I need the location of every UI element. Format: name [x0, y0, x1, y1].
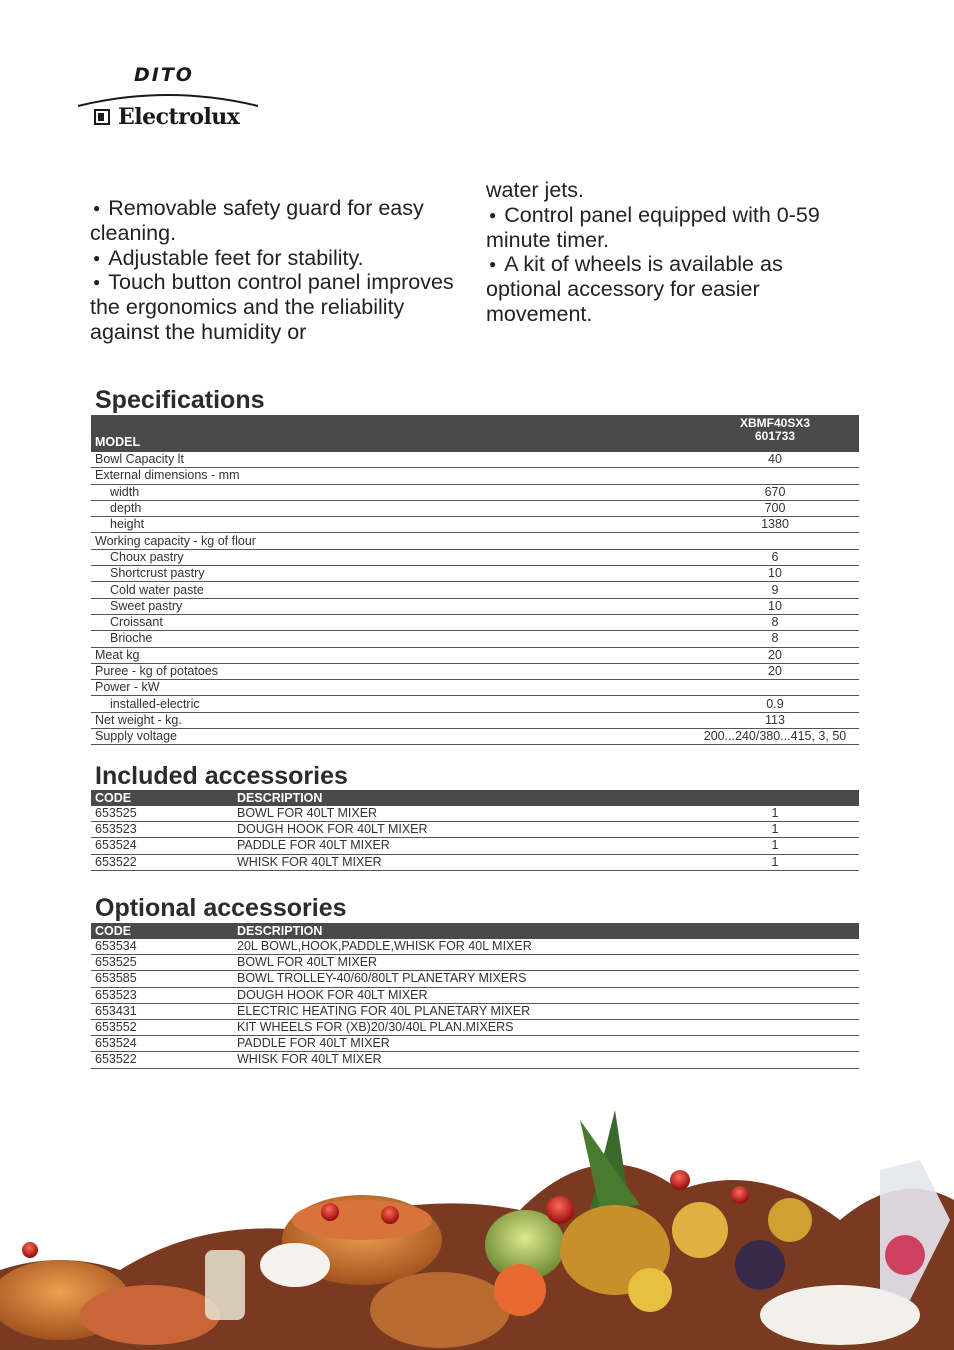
- feature-column-right: [486, 178, 856, 327]
- spec-row: [91, 631, 859, 647]
- feature-column-left: [90, 196, 460, 345]
- bullet-icon: ●: [93, 250, 101, 265]
- accessory-code: 653585: [91, 971, 233, 987]
- feature-item: [90, 196, 460, 246]
- spec-label: Choux pastry: [91, 549, 691, 565]
- feature-text: water jets.: [486, 178, 584, 202]
- accessory-description: PADDLE FOR 40LT MIXER: [233, 1036, 859, 1052]
- model-number: 601733: [754, 429, 796, 443]
- accessory-code: 653523: [91, 987, 233, 1003]
- spec-value: 10: [691, 598, 859, 614]
- spec-row: [91, 452, 859, 468]
- spec-label: width: [91, 484, 691, 500]
- bullet-icon: ●: [93, 201, 101, 215]
- brand-logo: [76, 64, 261, 134]
- spec-label: Net weight - kg.: [91, 712, 691, 728]
- accessory-code: 653522: [91, 1052, 233, 1068]
- included-header-row: [91, 790, 859, 806]
- feature-item: [486, 178, 856, 203]
- spec-value: 20: [691, 647, 859, 663]
- spec-value: 6: [691, 549, 859, 565]
- optional-accessories-table: [91, 923, 859, 1069]
- spec-label: Power - kW: [91, 680, 691, 696]
- accessory-code: 653524: [91, 838, 233, 854]
- spec-label: Supply voltage: [91, 729, 691, 745]
- spec-row: [91, 468, 859, 484]
- accessory-description: 20L BOWL,HOOK,PADDLE,WHISK FOR 40L MIXER: [233, 939, 859, 955]
- spec-row: [91, 663, 859, 679]
- accessory-quantity: 1: [691, 854, 859, 870]
- accessory-quantity: 1: [691, 806, 859, 822]
- accessory-code: 653525: [91, 955, 233, 971]
- spec-value: 8: [691, 614, 859, 630]
- spec-value: 40: [691, 452, 859, 468]
- model-code: XBMF40SX3: [739, 416, 811, 430]
- spec-label: Working capacity - kg of flour: [91, 533, 691, 549]
- spec-value: 0.9: [691, 696, 859, 712]
- spec-label: Sweet pastry: [91, 598, 691, 614]
- accessory-code: 653525: [91, 806, 233, 822]
- spec-label: height: [91, 517, 691, 533]
- spec-value: [691, 533, 859, 549]
- food-display-photo: [0, 1100, 954, 1350]
- feature-text: A kit of wheels is available as optional accessory for easier movement.: [486, 252, 783, 326]
- feature-item: [90, 246, 460, 271]
- optional-accessories-heading: Optional accessories: [95, 894, 347, 922]
- optional-row: [91, 1036, 859, 1052]
- spec-label: Bowl Capacity lt: [91, 452, 691, 468]
- optional-header-row: [91, 923, 859, 939]
- bullet-icon: ●: [93, 275, 101, 290]
- accessory-quantity: 1: [691, 838, 859, 854]
- accessory-code: 653522: [91, 854, 233, 870]
- accessory-description: WHISK FOR 40LT MIXER: [233, 854, 691, 870]
- feature-item: [90, 270, 460, 344]
- spec-value: 20: [691, 663, 859, 679]
- included-code-header: CODE: [91, 790, 233, 806]
- optional-row: [91, 939, 859, 955]
- included-row: [91, 806, 859, 822]
- accessory-description: DOUGH HOOK FOR 40LT MIXER: [233, 822, 691, 838]
- spec-row: [91, 647, 859, 663]
- feature-item: [486, 203, 856, 253]
- accessory-description: KIT WHEELS FOR (XB)20/30/40L PLAN.MIXERS: [233, 1019, 859, 1035]
- spec-value: 670: [691, 484, 859, 500]
- optional-code-header: CODE: [91, 923, 233, 939]
- spec-value: 700: [691, 500, 859, 516]
- feature-item: [486, 252, 856, 326]
- spec-row: [91, 549, 859, 565]
- optional-row: [91, 971, 859, 987]
- electrolux-wordmark: [94, 104, 239, 130]
- spec-label: External dimensions - mm: [91, 468, 691, 484]
- feature-text: Control panel equipped with 0-59 minute timer.: [486, 202, 820, 252]
- spec-row: [91, 680, 859, 696]
- accessory-code: 653523: [91, 822, 233, 838]
- spec-label: Puree - kg of potatoes: [91, 663, 691, 679]
- dito-logo-text: DITO: [134, 64, 194, 86]
- accessory-code: 653431: [91, 1003, 233, 1019]
- optional-desc-header: DESCRIPTION: [233, 923, 859, 939]
- spec-value: 1380: [691, 517, 859, 533]
- spec-label: Brioche: [91, 631, 691, 647]
- spec-label: depth: [91, 500, 691, 516]
- specifications-heading: Specifications: [95, 386, 265, 414]
- accessory-code: 653524: [91, 1036, 233, 1052]
- feature-text: Removable safety guard for easy cleaning.: [90, 196, 424, 245]
- optional-row: [91, 955, 859, 971]
- spec-label: Shortcrust pastry: [91, 566, 691, 582]
- accessory-description: ELECTRIC HEATING FOR 40L PLANETARY MIXER: [233, 1003, 859, 1019]
- included-qty-header: [691, 790, 859, 806]
- spec-label: Meat kg: [91, 647, 691, 663]
- optional-row: [91, 1019, 859, 1035]
- bullet-icon: ●: [489, 207, 497, 222]
- bullet-icon: ●: [489, 257, 497, 272]
- spec-value: [691, 468, 859, 484]
- accessory-description: BOWL FOR 40LT MIXER: [233, 806, 691, 822]
- included-row: [91, 838, 859, 854]
- accessory-quantity: 1: [691, 822, 859, 838]
- optional-row: [91, 987, 859, 1003]
- accessory-code: 653534: [91, 939, 233, 955]
- included-accessories-table: [91, 790, 859, 871]
- spec-value: 10: [691, 566, 859, 582]
- feature-text: Touch button control panel improves the ergonomics and the reliability against the humidity or: [90, 270, 454, 344]
- spec-row: [91, 582, 859, 598]
- accessory-code: 653552: [91, 1019, 233, 1035]
- spec-label: Cold water paste: [91, 582, 691, 598]
- spec-value: 113: [691, 712, 859, 728]
- spec-row: [91, 712, 859, 728]
- spec-row: [91, 500, 859, 516]
- specifications-table: [91, 415, 859, 745]
- spec-value: 8: [691, 631, 859, 647]
- included-row: [91, 854, 859, 870]
- feature-text: Adjustable feet for stability.: [108, 245, 364, 270]
- model-code-header: [691, 415, 859, 452]
- included-row: [91, 822, 859, 838]
- accessory-description: PADDLE FOR 40LT MIXER: [233, 838, 691, 854]
- spec-label: installed-electric: [91, 696, 691, 712]
- electrolux-mark-icon: [94, 109, 110, 125]
- spec-row: [91, 729, 859, 745]
- spec-header-row: [91, 415, 859, 452]
- electrolux-brand-text: Electrolux: [118, 104, 240, 130]
- spec-value: 200...240/380...415, 3, 50: [691, 729, 859, 745]
- spec-value: [691, 680, 859, 696]
- spec-label: Croissant: [91, 614, 691, 630]
- optional-row: [91, 1052, 859, 1068]
- accessory-description: BOWL FOR 40LT MIXER: [233, 955, 859, 971]
- spec-row: [91, 696, 859, 712]
- spec-row: [91, 484, 859, 500]
- spec-row: [91, 517, 859, 533]
- spec-value: 9: [691, 582, 859, 598]
- spec-row: [91, 614, 859, 630]
- accessory-description: WHISK FOR 40LT MIXER: [233, 1052, 859, 1068]
- spec-row: [91, 566, 859, 582]
- accessory-description: BOWL TROLLEY-40/60/80LT PLANETARY MIXERS: [233, 971, 859, 987]
- included-desc-header: DESCRIPTION: [233, 790, 691, 806]
- accessory-description: DOUGH HOOK FOR 40LT MIXER: [233, 987, 859, 1003]
- optional-row: [91, 1003, 859, 1019]
- spec-row: [91, 533, 859, 549]
- included-accessories-heading: Included accessories: [95, 762, 348, 790]
- model-header: MODEL: [91, 415, 691, 452]
- spec-row: [91, 598, 859, 614]
